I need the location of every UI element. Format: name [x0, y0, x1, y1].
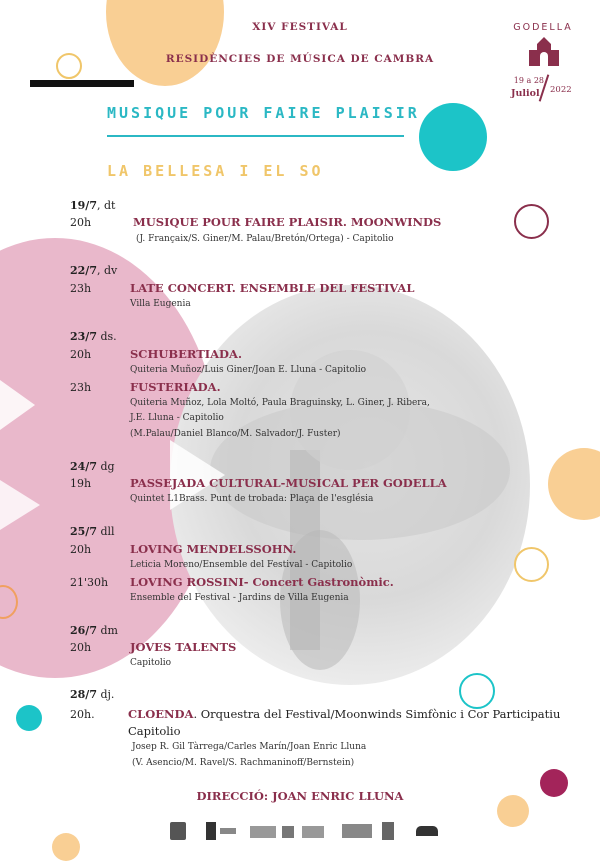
logo-year: 2022	[550, 85, 572, 95]
event-time: 19h	[70, 477, 92, 490]
event-title: LOVING MENDELSSOHN.	[130, 542, 297, 556]
event-title-rest: . Orquestra del Festival/Moonwinds Simfònic i Cor Participatiu	[193, 707, 561, 721]
day-date: 25/7 dll	[70, 525, 115, 538]
event-time: 23h	[70, 381, 92, 394]
event-time: 20h	[70, 348, 92, 361]
event-time: 20h	[70, 216, 92, 229]
event-details: J.E. Lluna - Capitolio	[130, 413, 224, 423]
sponsor-logo-3	[220, 828, 236, 834]
logo-dates: 19 a 28	[513, 76, 544, 85]
event-title: CLOENDA	[128, 707, 194, 721]
event-details: (J. Françaix/S. Giner/M. Palau/Bretón/Ortega) - Capitolio	[136, 234, 394, 244]
church-icon	[527, 36, 561, 66]
sponsor-logo-8	[382, 822, 394, 840]
event-time: 21'30h	[70, 576, 109, 589]
day-date: 24/7 dg	[70, 460, 115, 473]
sponsor-logo-2	[206, 822, 216, 840]
day-date: 19/7, dt	[70, 199, 116, 212]
event-title-line2: Capitolio	[128, 724, 181, 738]
black-bar-decoration	[30, 80, 134, 87]
sponsor-logo-5	[282, 826, 294, 838]
peach-dot-bottom-left	[52, 833, 80, 861]
tagline-main: MUSIQUE POUR FAIRE PLAISIR	[107, 104, 420, 122]
event-time: 23h	[70, 282, 92, 295]
event-time: 20h	[70, 543, 92, 556]
event-title: JOVES TALENTS	[130, 640, 237, 654]
teal-ring-bottom	[459, 673, 495, 709]
festival-subtitle: RESIDÈNCIES DE MÚSICA DE CAMBRA	[165, 53, 435, 65]
tagline-underline	[107, 135, 404, 137]
event-details: Capitolio	[130, 658, 172, 668]
teal-circle	[419, 103, 487, 171]
sponsor-logo-6	[302, 826, 324, 838]
peach-circle-top	[106, 0, 224, 86]
sponsor-logos	[160, 818, 450, 844]
day-date: 23/7 ds.	[70, 330, 117, 343]
event-details: (V. Asencio/M. Ravel/S. Rachmaninoff/Bernstein)	[132, 758, 355, 768]
godella-logo	[508, 22, 578, 104]
tagline-secondary: LA BELLESA I EL SO	[107, 162, 324, 180]
event-details: Leticia Moreno/Ensemble del Festival - Capitolio	[130, 560, 353, 570]
day-date: 28/7 dj.	[70, 688, 115, 701]
event-details: (M.Palau/Daniel Blanco/M. Salvador/J. Fuster)	[130, 429, 341, 439]
sponsor-logo-9	[416, 826, 438, 836]
direction-credit: DIRECCIÓ: JOAN ENRIC LLUNA	[196, 789, 404, 803]
day-date: 26/7 dm	[70, 624, 118, 637]
event-title: MUSIQUE POUR FAIRE PLAISIR. MOONWINDS	[133, 215, 442, 229]
event-title: LOVING ROSSINI- Concert Gastronòmic.	[130, 575, 394, 589]
event-title: FUSTERIADA.	[130, 380, 221, 394]
logo-town: GODELLA	[513, 22, 573, 33]
event-time: 20h	[70, 641, 92, 654]
event-title: LATE CONCERT. ENSEMBLE DEL FESTIVAL	[130, 281, 415, 295]
sponsor-logo-4	[250, 826, 276, 838]
event-details: Josep R. Gil Tàrrega/Carles Marín/Joan Enric Lluna	[132, 742, 367, 752]
peach-circle-right	[548, 448, 600, 520]
day-date: 22/7, dv	[70, 264, 118, 277]
sponsor-logo-valencia	[342, 824, 372, 838]
purple-ring-right	[514, 204, 549, 239]
event-title: PASSEJADA CULTURAL-MUSICAL PER GODELLA	[130, 476, 447, 490]
event-details: Quiteria Muñoz/Luis Giner/Joan E. Lluna - Capitolio	[130, 365, 367, 375]
event-details: Quintet L1Brass. Punt de trobada: Plaça de l'església	[130, 494, 374, 504]
event-details: Quiteria Muñoz, Lola Moltó, Paula Braguinsky, L. Giner, J. Ribera,	[130, 398, 430, 408]
teal-dot-left	[16, 705, 42, 731]
sponsor-logo-godella	[170, 822, 186, 840]
festival-title: XIV FESTIVAL	[252, 21, 348, 33]
logo-month: Juliol	[511, 88, 540, 99]
event-title: SCHUBERTIADA.	[130, 347, 242, 361]
event-details: Ensemble del Festival - Jardins de Villa Eugenia	[130, 593, 349, 603]
yellow-ring-right	[514, 547, 549, 582]
event-title-line	[128, 707, 560, 721]
event-time: 20h.	[70, 708, 95, 721]
event-details: Villa Eugenia	[130, 299, 191, 309]
